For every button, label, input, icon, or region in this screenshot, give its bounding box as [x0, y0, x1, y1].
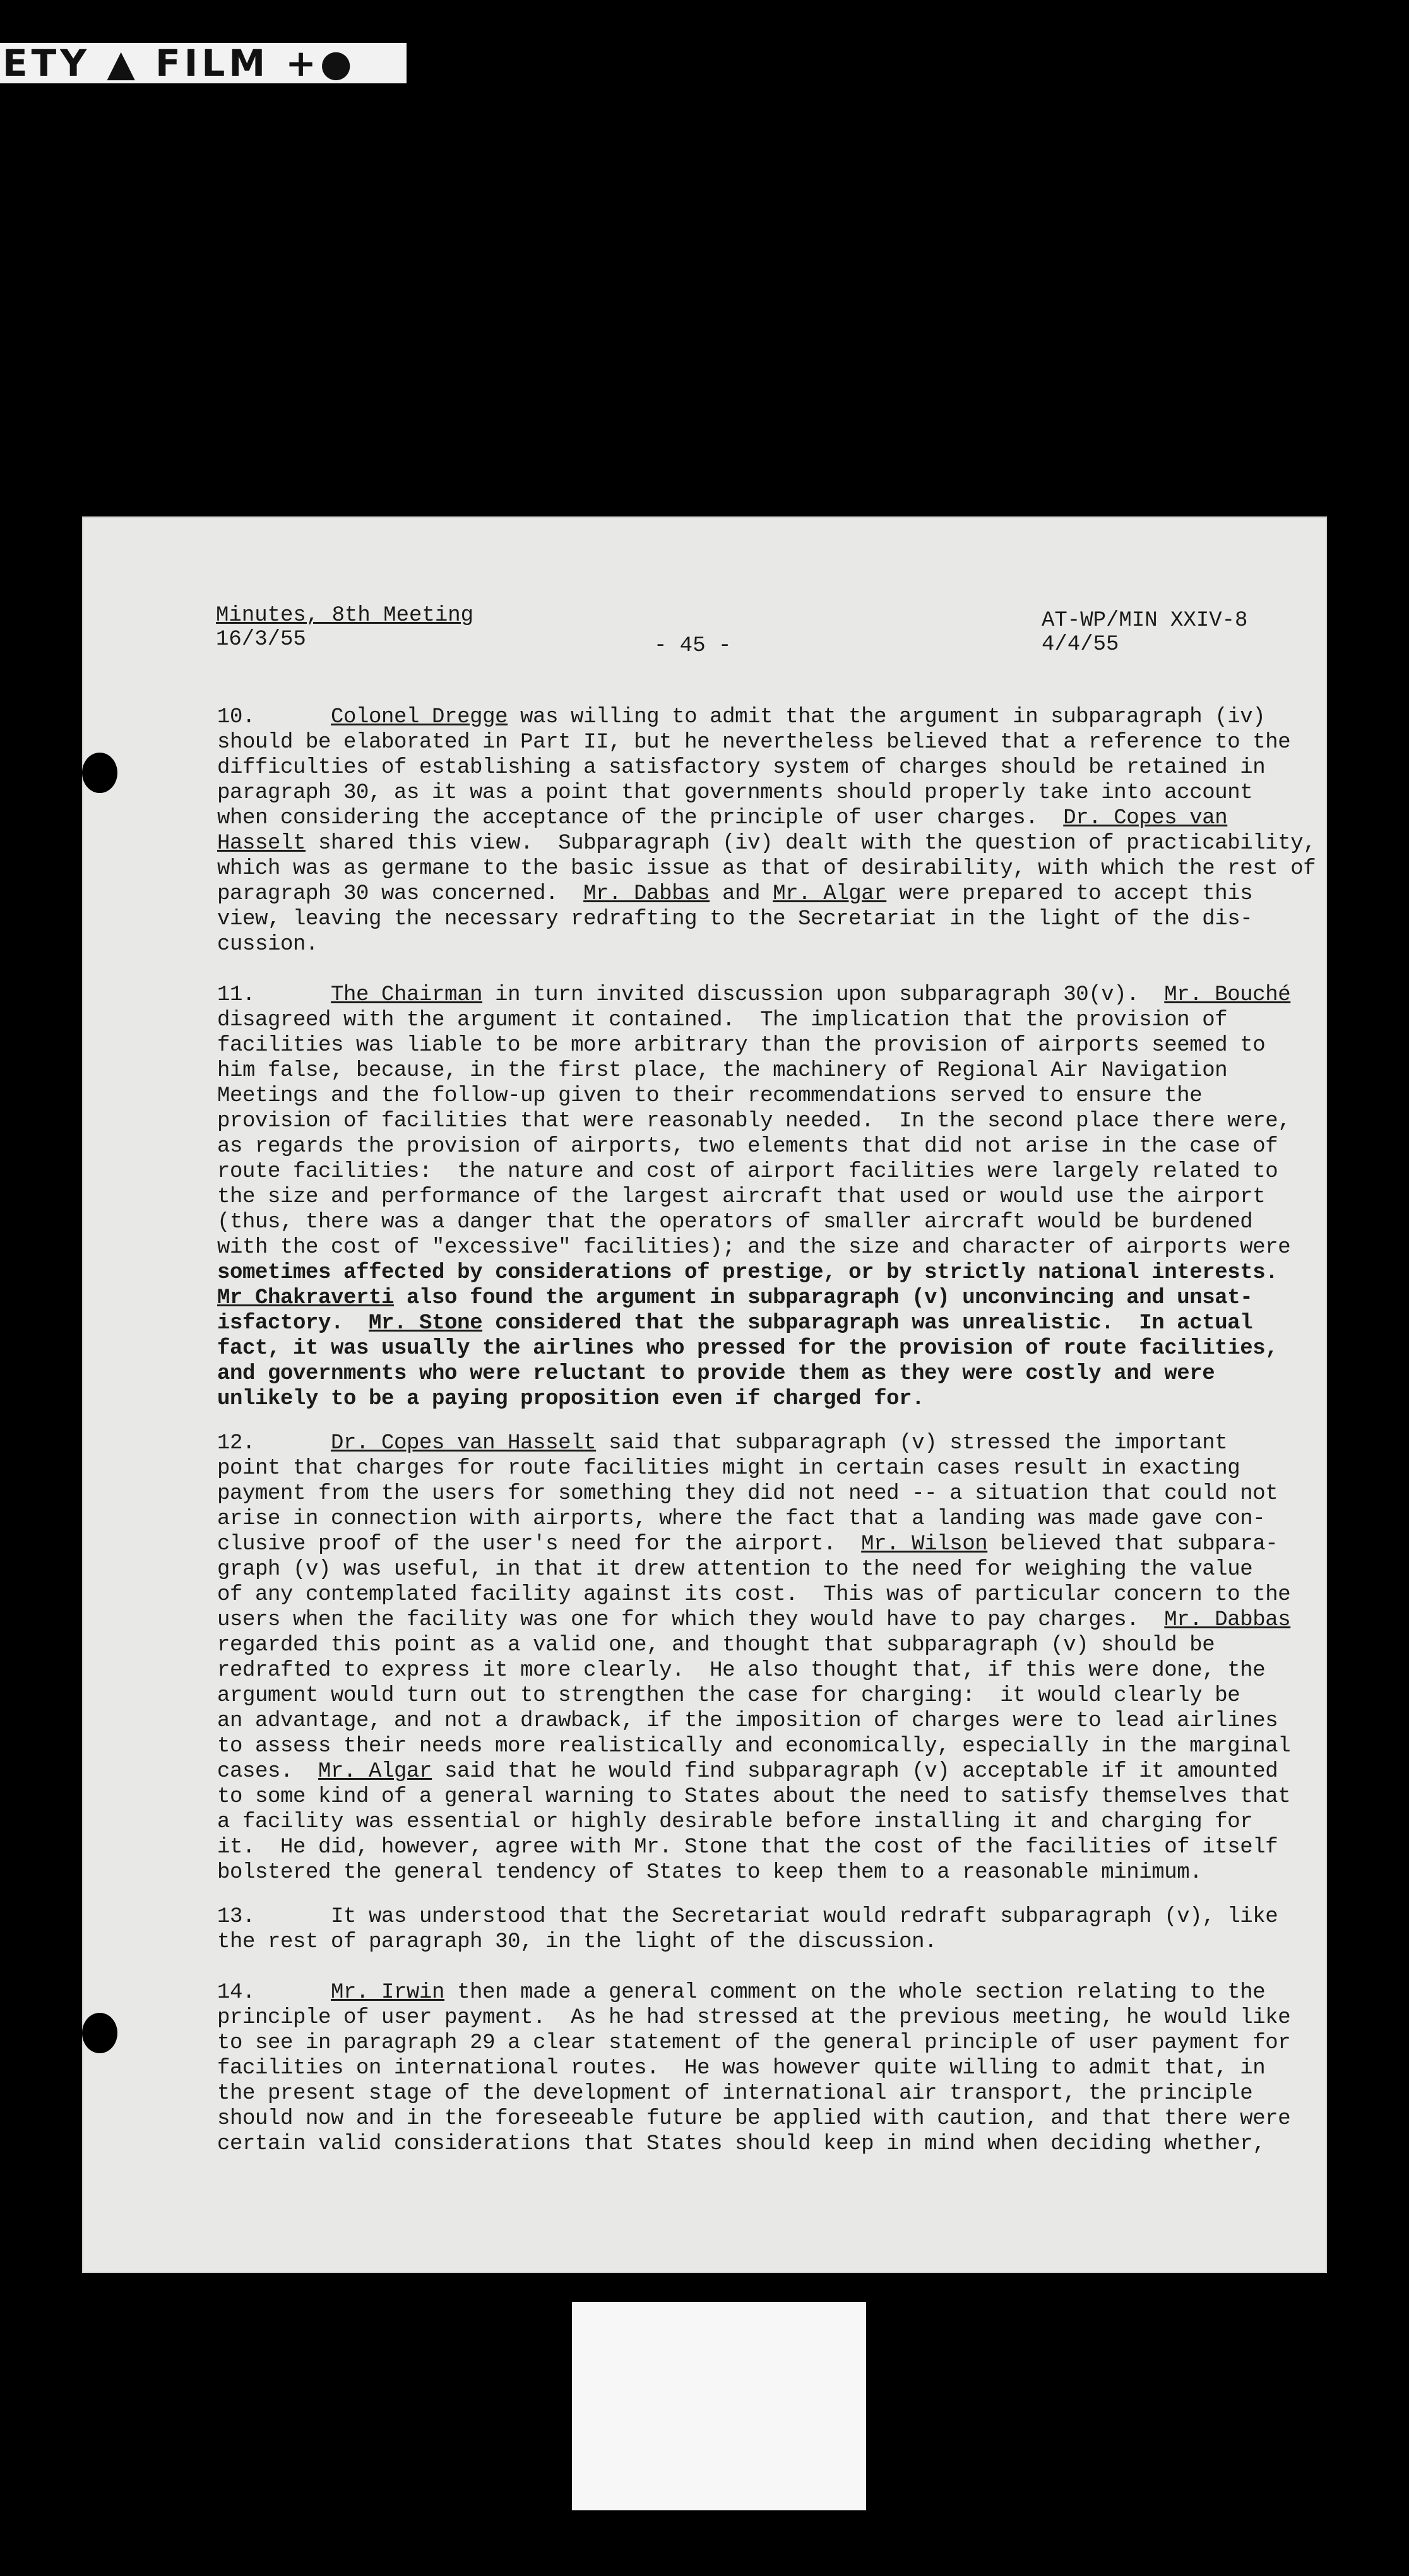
text-line: [217, 1759, 1316, 1784]
text-line: [217, 831, 1316, 856]
text-segment: route facilities: the nature and cost of airport facilities were largely related to: [217, 1160, 1278, 1184]
text-segment: 14.: [217, 1981, 331, 2005]
text-segment: the present stage of the development of international air transport, the principle: [217, 2082, 1253, 2106]
text-segment: said that he would find subparagraph (v) acceptable if it amounted: [432, 1760, 1278, 1784]
text-line: [217, 1311, 1316, 1336]
text-segment: paragraph 30, as it was a point that governments should properly take into account: [217, 781, 1253, 805]
text-segment: in turn invited discussion upon subparagraph 30(v).: [482, 983, 1165, 1007]
text-segment: of any contemplated facility against its cost. This was of particular concern to the: [217, 1583, 1291, 1607]
text-segment: were prepared to accept this: [886, 882, 1253, 906]
text-segment: bolstered the general tendency of States to keep them to a reasonable minimum.: [217, 1861, 1203, 1885]
text-segment: also found the argument in subparagraph (v) unconvincing and unsat-: [394, 1286, 1253, 1310]
text-segment: Meetings and the follow-up given to their recommendations served to ensure the: [217, 1084, 1203, 1108]
text-segment: an advantage, and not a drawback, if the imposition of charges were to lead airlines: [217, 1709, 1278, 1733]
text-line: [217, 881, 1316, 907]
text-segment: difficulties of establishing a satisfactory system of charges should be retained in: [217, 756, 1266, 780]
text-segment: to see in paragraph 29 a clear statement of the general principle of user payment for: [217, 2031, 1291, 2055]
text-line: [217, 1810, 1316, 1835]
text-line: [217, 2132, 1316, 2157]
text-line: [217, 1260, 1316, 1285]
text-line: [217, 1184, 1316, 1210]
text-segment: (thus, there was a danger that the operators of smaller aircraft would be burdened: [217, 1210, 1253, 1234]
text-line: [217, 1386, 1316, 1412]
blank-target-card: [572, 2302, 866, 2510]
text-segment: cases.: [217, 1760, 319, 1784]
text-segment: facilities on international routes. He was however quite willing to admit that, in: [217, 2056, 1266, 2080]
text-segment: as regards the provision of airports, two elements that did not arise in the case of: [217, 1135, 1278, 1159]
text-segment: 11.: [217, 983, 331, 1007]
text-segment: believed that subpara-: [987, 1532, 1278, 1556]
text-segment: paragraph 30 was concerned.: [217, 882, 584, 906]
text-segment: said that subparagraph (v) stressed the important: [596, 1431, 1228, 1455]
text-line: [217, 806, 1316, 831]
text-line: [217, 1058, 1316, 1083]
speaker-name: Mr. Algar: [318, 1760, 432, 1784]
text-segment: provision of facilities that were reasonably needed. In the second place there were,: [217, 1109, 1291, 1133]
paragraph-11: [217, 982, 1316, 1412]
text-line: [217, 1506, 1316, 1532]
meeting-date: 16/3/55: [216, 628, 306, 652]
paragraph-10: [217, 705, 1316, 957]
text-segment: redrafted to express it more clearly. He also thought that, if this were done, the: [217, 1659, 1266, 1683]
text-segment: him false, because, in the first place, the machinery of Regional Air Navigation: [217, 1059, 1228, 1083]
text-line: [217, 1929, 1316, 1955]
header-left: [216, 604, 473, 652]
text-segment: a facility was essential or highly desirable before installing it and charging for: [217, 1810, 1253, 1834]
speaker-name: Hasselt: [217, 832, 306, 856]
punch-hole: [82, 753, 117, 793]
meeting-title: Minutes, 8th Meeting: [216, 604, 474, 628]
text-segment: view, leaving the necessary redrafting to the Secretariat in the light of the dis-: [217, 907, 1253, 931]
speaker-name: Mr. Bouché: [1164, 983, 1291, 1007]
text-line: [217, 1456, 1316, 1481]
text-segment: and: [710, 882, 773, 906]
text-segment: certain valid considerations that States should keep in mind when deciding whether,: [217, 2132, 1266, 2156]
text-line: [217, 2081, 1316, 2106]
text-segment: argument would turn out to strengthen the case for charging: it would clearly be: [217, 1684, 1240, 1708]
text-line: [217, 1980, 1316, 2005]
text-line: [217, 1658, 1316, 1683]
speaker-name: Dr. Copes van: [1063, 806, 1228, 830]
text-segment: 10.: [217, 705, 331, 729]
speaker-name: Mr. Algar: [773, 882, 887, 906]
text-segment: the rest of paragraph 30, in the light of the discussion.: [217, 1930, 937, 1954]
text-line: [217, 1109, 1316, 1134]
text-line: [217, 1633, 1316, 1658]
paragraph-12: [217, 1431, 1316, 1885]
text-segment: with the cost of "excessive" facilities); and the size and character of airports were: [217, 1236, 1291, 1260]
text-line: [217, 1582, 1316, 1607]
speaker-name: Mr. Irwin: [331, 1981, 445, 2005]
text-segment: clusive proof of the user's need for the airport.: [217, 1532, 862, 1556]
text-line: [217, 1159, 1316, 1184]
text-line: [217, 2030, 1316, 2056]
text-line: [217, 705, 1316, 730]
document-date: 4/4/55: [1042, 633, 1119, 657]
text-line: [217, 1235, 1316, 1260]
speaker-name: Colonel Dregge: [331, 705, 508, 729]
text-line: [217, 1210, 1316, 1235]
text-segment: shared this view. Subparagraph (iv) dealt with the question of practicability,: [306, 832, 1316, 856]
text-line: [217, 1683, 1316, 1708]
text-segment: should now and in the foreseeable future be applied with caution, and that there were: [217, 2107, 1291, 2131]
text-line: [217, 1033, 1316, 1058]
text-segment: principle of user payment. As he had stressed at the previous meeting, he would like: [217, 2006, 1291, 2030]
text-segment: regarded this point as a valid one, and thought that subparagraph (v) should be: [217, 1633, 1215, 1657]
punch-hole: [82, 2013, 117, 2053]
text-line: [217, 1734, 1316, 1759]
header-right: [1042, 609, 1247, 657]
text-line: [217, 1336, 1316, 1361]
speaker-name: The Chairman: [331, 983, 483, 1007]
text-line: [217, 1431, 1316, 1456]
text-segment: 13. It was understood that the Secretariat would redraft subparagraph (v), like: [217, 1905, 1278, 1929]
text-segment: and governments who were reluctant to provide them as they were costly and were: [217, 1362, 1215, 1386]
text-segment: considered that the subparagraph was unrealistic. In actual: [482, 1311, 1253, 1335]
text-line: [217, 932, 1316, 957]
text-line: [217, 1860, 1316, 1885]
text-segment: unlikely to be a paying proposition even if charged for.: [217, 1387, 925, 1411]
text-line: [217, 1784, 1316, 1810]
text-line: [217, 2056, 1316, 2081]
document-reference: AT-WP/MIN XXIV-8: [1042, 609, 1248, 633]
text-segment: the size and performance of the largest aircraft that used or would use the airport: [217, 1185, 1266, 1209]
text-segment: cussion.: [217, 933, 319, 957]
speaker-name: Mr. Dabbas: [1164, 1608, 1291, 1632]
text-line: [217, 1008, 1316, 1033]
text-segment: was willing to admit that the argument in subparagraph (iv): [508, 705, 1266, 729]
paragraph-14: [217, 1980, 1316, 2157]
text-line: [217, 1285, 1316, 1311]
text-line: [217, 982, 1316, 1008]
text-segment: isfactory.: [217, 1311, 369, 1335]
text-line: [217, 2005, 1316, 2030]
speaker-name: Mr. Dabbas: [583, 882, 710, 906]
text-line: [217, 1083, 1316, 1109]
text-line: [217, 1361, 1316, 1386]
text-segment: it. He did, however, agree with Mr. Stone that the cost of the facilities of itself: [217, 1835, 1278, 1859]
paragraph-13: [217, 1904, 1316, 1955]
text-line: [217, 1134, 1316, 1159]
text-line: [217, 1607, 1316, 1633]
text-segment: arise in connection with airports, where the fact that a landing was made gave con-: [217, 1507, 1266, 1531]
text-segment: 12.: [217, 1431, 331, 1455]
text-line: [217, 907, 1316, 932]
text-segment: disagreed with the argument it contained. The implication that the provision of: [217, 1008, 1228, 1032]
text-segment: to assess their needs more realistically and economically, especially in the marginal: [217, 1734, 1291, 1758]
text-line: [217, 1532, 1316, 1557]
text-line: [217, 1835, 1316, 1860]
text-line: [217, 2106, 1316, 2132]
speaker-name: Mr. Wilson: [861, 1532, 988, 1556]
page-number: - 45 -: [654, 634, 732, 658]
text-line: [217, 1481, 1316, 1506]
text-line: [217, 1904, 1316, 1929]
text-segment: graph (v) was useful, in that it drew attention to the need for weighing the value: [217, 1558, 1253, 1582]
text-segment: when considering the acceptance of the principle of user charges.: [217, 806, 1064, 830]
text-line: [217, 730, 1316, 755]
text-segment: facilities was liable to be more arbitrary than the provision of airports seemed to: [217, 1034, 1266, 1058]
text-line: [217, 856, 1316, 881]
text-segment: users when the facility was one for which they would have to pay charges.: [217, 1608, 1165, 1632]
text-line: [217, 755, 1316, 780]
film-strip-label: ETY ▲ FILM +●: [0, 43, 407, 83]
text-line: [217, 780, 1316, 806]
text-line: [217, 1557, 1316, 1582]
speaker-name: Mr. Stone: [369, 1311, 483, 1335]
text-line: [217, 1708, 1316, 1734]
text-segment: to some kind of a general warning to States about the need to satisfy themselves that: [217, 1785, 1291, 1809]
speaker-name: Mr Chakraverti: [217, 1286, 395, 1310]
text-segment: fact, it was usually the airlines who pressed for the provision of route facilities,: [217, 1337, 1278, 1361]
speaker-name: Dr. Copes van Hasselt: [331, 1431, 597, 1455]
text-segment: should be elaborated in Part II, but he nevertheless believed that a reference to the: [217, 730, 1291, 754]
text-segment: which was as germane to the basic issue as that of desirability, with which the rest of: [217, 857, 1316, 881]
text-segment: payment from the users for something they did not need -- a situation that could not: [217, 1482, 1278, 1506]
text-segment: sometimes affected by considerations of prestige, or by strictly national interests.: [217, 1261, 1278, 1285]
text-segment: then made a general comment on the whole section relating to the: [444, 1981, 1266, 2005]
text-segment: point that charges for route facilities might in certain cases result in exacting: [217, 1457, 1240, 1481]
